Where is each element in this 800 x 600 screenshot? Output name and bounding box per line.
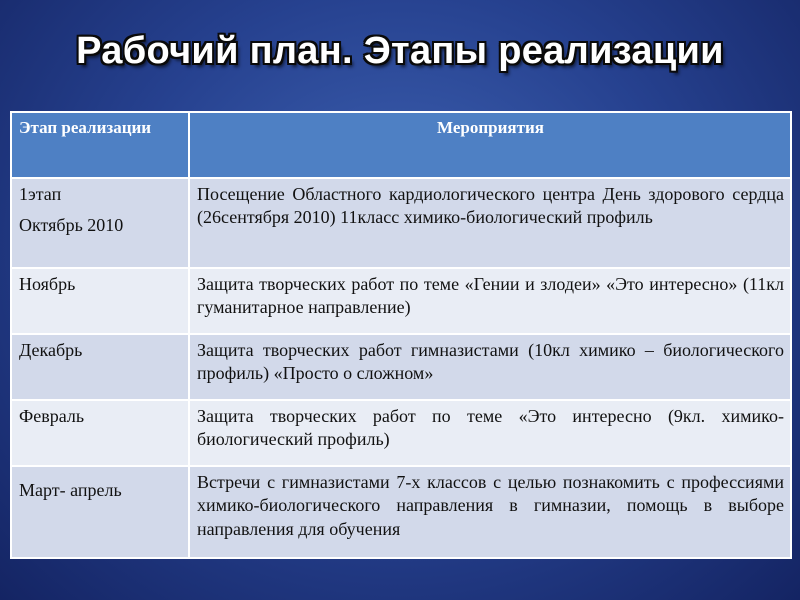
table-header-row	[11, 112, 791, 178]
table-row	[11, 400, 791, 466]
table-row	[11, 466, 791, 558]
stage-cell	[11, 466, 189, 558]
events-cell: Посещение Областного кардиологического центра День здорового сердца (26сентября 2010) 11класс химико-биологический профиль	[189, 178, 791, 268]
slide-title: Рабочий план. Этапы реализации	[76, 30, 724, 72]
events-cell: Защита творческих работ по теме «Гении и злодеи» «Это интересно» (11кл гуманитарное направление)	[189, 268, 791, 334]
table-row	[11, 178, 791, 268]
events-cell: Защита творческих работ гимназистами (10кл химико – биологического профиль) «Просто о сложном»	[189, 334, 791, 400]
stage-label: 1этап	[19, 184, 62, 204]
events-cell: Защита творческих работ по теме «Это интересно (9кл. химико-биологический профиль)	[189, 400, 791, 466]
stage-label: Февраль	[19, 406, 85, 426]
table-row	[11, 334, 791, 400]
stage-cell	[11, 400, 189, 466]
stage-cell	[11, 334, 189, 400]
header-stage: Этап реализации	[11, 112, 189, 178]
stage-cell	[11, 268, 189, 334]
stage-label: Ноябрь	[19, 274, 76, 294]
header-events: Мероприятия	[189, 112, 791, 178]
table-row	[11, 268, 791, 334]
stage-date: Октябрь 2010	[19, 215, 124, 236]
events-cell: Встречи с гимназистами 7-х классов с целью познакомить с профессиями химико-биологического направления в гимназии, помощь в выборе направления для обучения	[189, 466, 791, 558]
plan-table	[10, 111, 792, 559]
stage-cell	[11, 178, 189, 268]
stage-label: Март- апрель	[19, 480, 122, 500]
stage-label: Декабрь	[19, 340, 83, 360]
